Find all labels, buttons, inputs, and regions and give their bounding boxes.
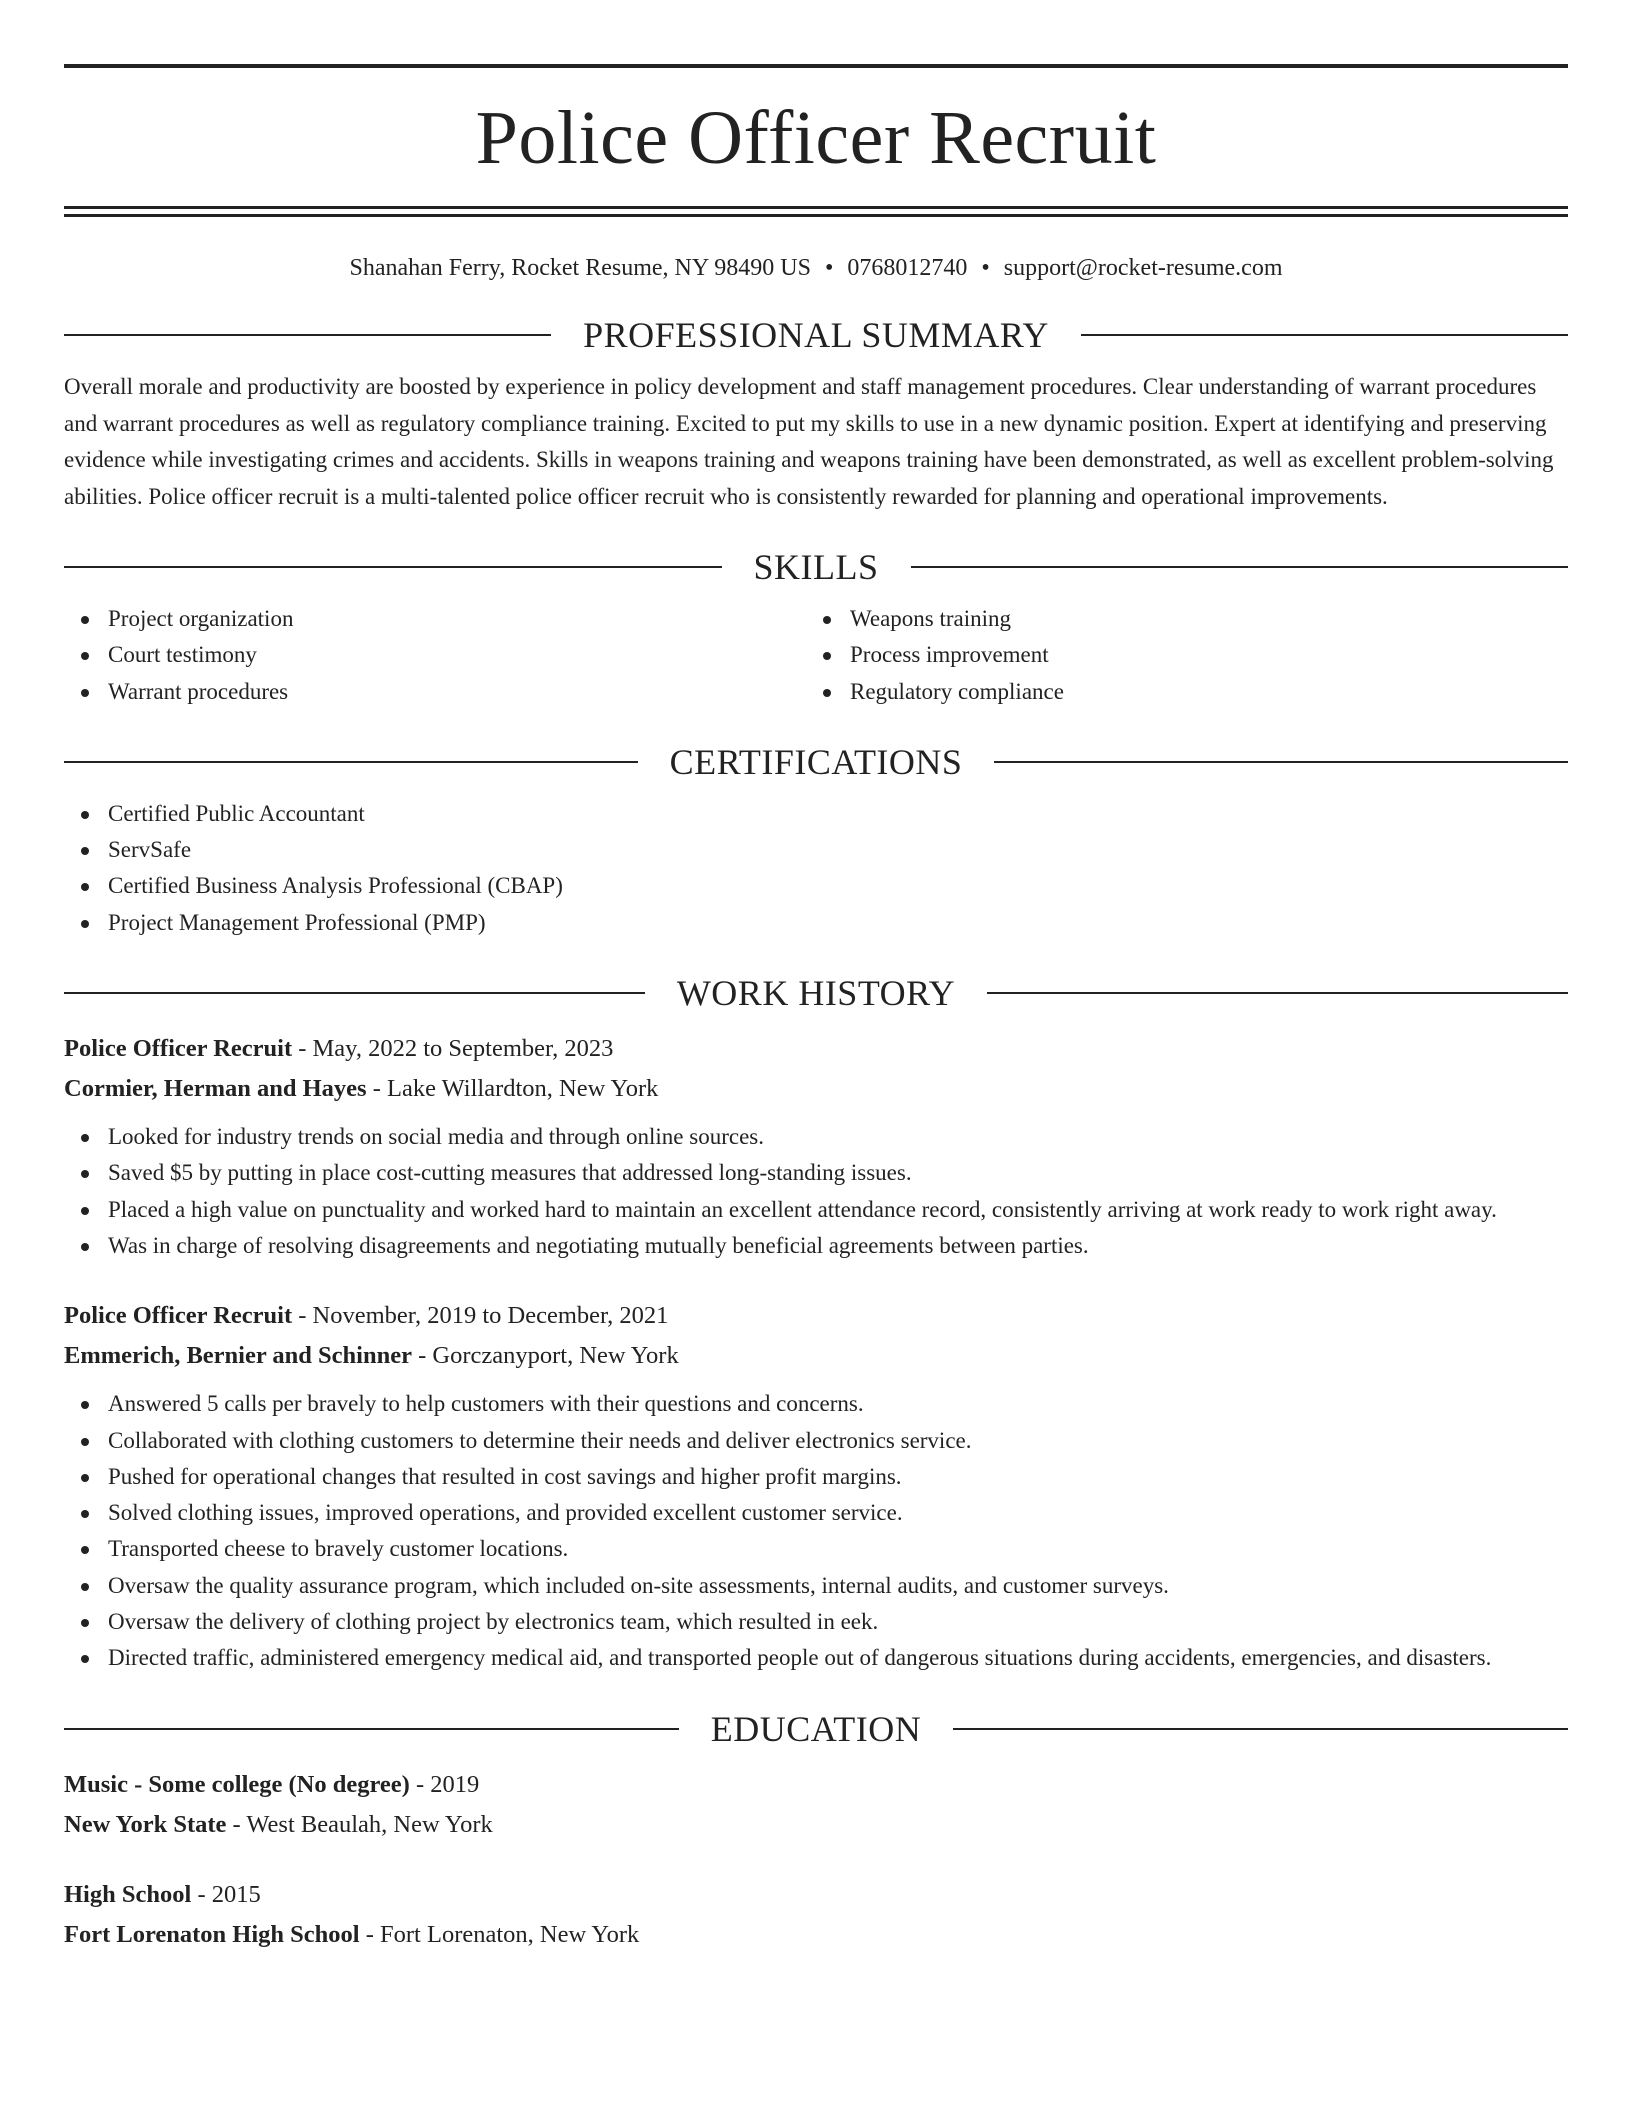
education-year: - 2015 [191,1880,261,1908]
job-bullet: Collaborated with clothing customers to determine their needs and deliver electronics service. [108,1423,1568,1459]
double-rule [64,206,1568,217]
education-school-line [64,1805,1568,1845]
divider-line [994,761,1568,763]
job-entry [64,1029,1568,1264]
job-bullet: Placed a high value on punctuality and worked hard to maintain an excellent attendance record, consistently arriving at work ready to work right away. [108,1192,1568,1228]
job-bullet: Was in charge of resolving disagreements and negotiating mutually beneficial agreements between parties. [108,1228,1568,1264]
job-bullet: Transported cheese to bravely customer locations. [108,1531,1568,1567]
divider-line [64,992,645,994]
certification-item: Certified Public Accountant [108,796,1568,832]
skills-column-right [806,601,1548,710]
education-school: New York State [64,1810,227,1838]
job-bullets [64,1386,1568,1676]
education-degree: Music - Some college (No degree) [64,1770,410,1798]
job-bullet: Pushed for operational changes that resulted in cost savings and higher profit margins. [108,1459,1568,1495]
education-degree: High School [64,1880,192,1908]
section-header-work-history [64,971,1568,1015]
education-entry [64,1875,1568,1955]
education-location: - Fort Lorenaton, New York [359,1920,640,1948]
skill-item: Regulatory compliance [850,674,1548,710]
section-title: PROFESSIONAL SUMMARY [583,315,1049,355]
education-school-line [64,1915,1568,1955]
section-title: SKILLS [753,547,879,587]
skill-item: Court testimony [108,637,806,673]
education-school: Fort Lorenaton High School [64,1920,360,1948]
job-entry [64,1296,1568,1676]
divider-line [987,992,1568,994]
contact-separator: • [824,255,834,281]
job-bullet: Looked for industry trends on social media and through online sources. [108,1119,1568,1155]
summary-text: Overall morale and productivity are boosted by experience in policy development and staff management procedures. Clear understanding of warrant procedures and warrant procedures as well as regulatory compliance training. Excited to put my skills to use in a new dynamic position. Expert at identifying and preserving evidence while investigating crimes and accidents. Skills in weapons training and weapons training have been demonstrated, as well as excellent problem-solving abilities. Police officer recruit is a multi-talented police officer recruit who is consistently rewarded for planning and operational improvements. [64,374,1554,509]
section-header-summary [64,313,1568,357]
job-location: - Gorczanyport, New York [411,1342,679,1370]
divider-line [64,761,638,763]
job-dates: - November, 2019 to December, 2021 [292,1302,669,1330]
contact-phone: 0768012740 [847,255,968,281]
certification-item: ServSafe [108,832,1568,868]
certifications-list [64,796,1568,941]
resume-name: Police Officer Recruit [475,96,1157,180]
section-header-education [64,1707,1568,1751]
skill-item: Process improvement [850,637,1548,673]
skills-column-left [64,601,806,710]
job-bullet: Oversaw the delivery of clothing project by electronics team, which resulted in eek. [108,1604,1568,1640]
job-bullet: Solved clothing issues, improved operations, and provided excellent customer service. [108,1495,1568,1531]
job-bullet: Oversaw the quality assurance program, which included on-site assessments, internal audits, and customer surveys. [108,1568,1568,1604]
job-bullet: Answered 5 calls per bravely to help customers with their questions and concerns. [108,1386,1568,1422]
job-title-line [64,1029,1568,1069]
contact-email: support@rocket-resume.com [1003,255,1283,281]
job-role: Police Officer Recruit [64,1035,293,1063]
job-title-line [64,1296,1568,1336]
job-company: Cormier, Herman and Hayes [64,1075,367,1103]
job-company-line [64,1336,1568,1376]
education-entry [64,1765,1568,1845]
contact-separator: • [981,255,990,281]
divider-line [1081,334,1568,336]
skill-item: Weapons training [850,601,1548,637]
divider-line [911,566,1569,568]
contact-line [64,253,1568,283]
divider-line [64,334,551,336]
divider-line [64,1728,679,1730]
job-company-line [64,1069,1568,1109]
education-year: - 2019 [409,1770,480,1798]
section-title: EDUCATION [710,1708,922,1749]
education-degree-line [64,1875,1568,1915]
section-header-skills [64,545,1568,589]
job-role: Police Officer Recruit [64,1302,293,1330]
skill-item: Project organization [108,601,806,637]
job-company: Emmerich, Bernier and Schinner [64,1342,412,1370]
education-location: - West Beaulah, New York [226,1810,493,1838]
divider-line [953,1728,1568,1730]
education-degree-line [64,1765,1568,1805]
section-header-certifications [64,740,1568,784]
skills-list [64,601,1568,710]
divider-line [64,566,722,568]
skill-item: Warrant procedures [108,674,806,710]
job-dates: - May, 2022 to September, 2023 [292,1035,614,1063]
job-location: - Lake Willardton, New York [366,1075,659,1103]
section-title: CERTIFICATIONS [669,741,963,782]
certification-item: Certified Business Analysis Professional (CBAP) [108,868,1568,904]
resume-page [64,64,1568,1955]
top-rule [64,64,1568,68]
job-bullet: Directed traffic, administered emergency medical aid, and transported people out of dangerous situations during accidents, emergencies, and disasters. [108,1640,1568,1676]
section-title: WORK HISTORY [676,973,956,1014]
certification-item: Project Management Professional (PMP) [108,905,1568,941]
job-bullet: Saved $5 by putting in place cost-cutting measures that addressed long-standing issues. [108,1155,1568,1191]
contact-address: Shanahan Ferry, Rocket Resume, NY 98490 US [349,255,811,281]
job-bullets [64,1119,1568,1264]
